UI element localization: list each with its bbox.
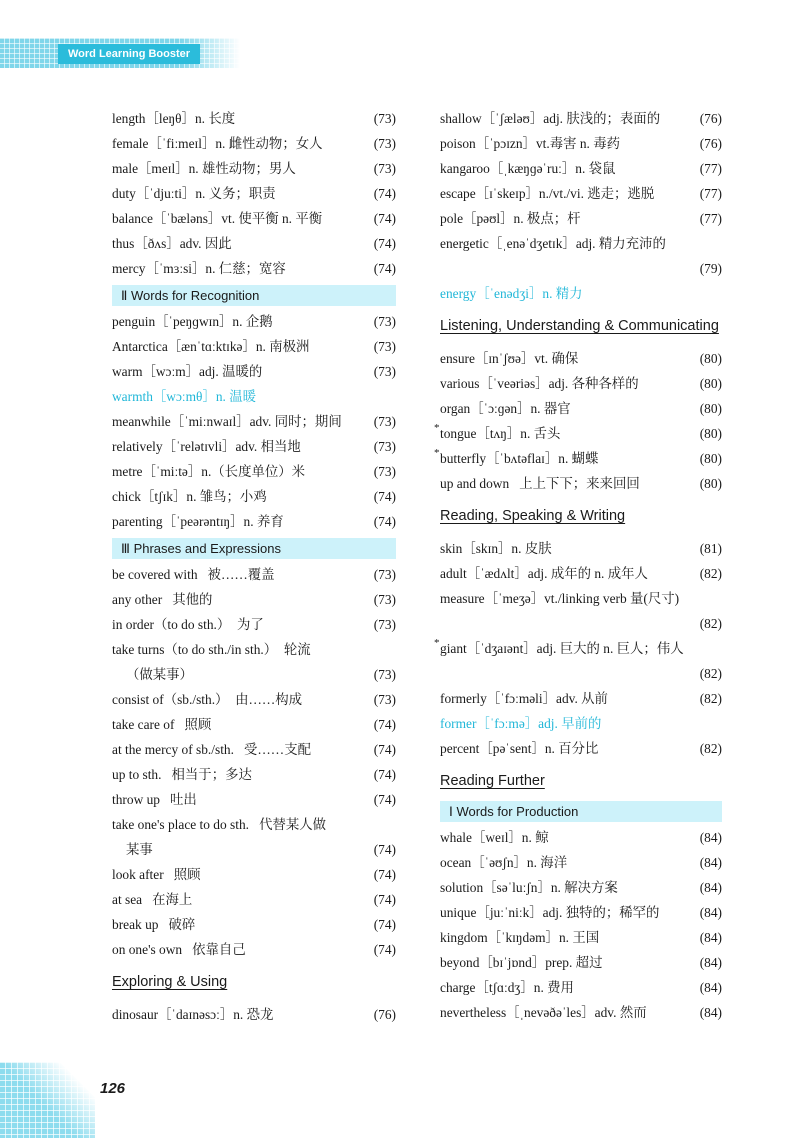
entry-text: relatively［ˈrelətɪvli］adv. 相当地 — [112, 439, 301, 454]
entry-page-ref: (80) — [699, 376, 722, 391]
entry-text: any other 其他的 — [112, 592, 213, 607]
entry-page-ref: (82) — [699, 741, 722, 756]
vocab-entry — [112, 231, 396, 256]
corner-decoration — [0, 1062, 95, 1138]
entry-text: whale［weɪl］n. 鲸 — [440, 830, 549, 845]
entry-text: formerly［ˈfɔːməli］adv. 从前 — [440, 691, 608, 706]
entry-text: poison［ˈpɔɪzn］vt.毒害 n. 毒药 — [440, 136, 621, 151]
vocab-entry — [440, 611, 722, 636]
entry-text: parenting［ˈpeərəntɪŋ］n. 养育 — [112, 514, 284, 529]
page-number: 126 — [100, 1080, 126, 1097]
left-column — [112, 106, 396, 1027]
entry-text: throw up 吐出 — [112, 792, 197, 807]
vocab-entry — [440, 256, 722, 281]
entry-page-ref: (73) — [373, 464, 396, 479]
entry-page-ref: (84) — [699, 930, 722, 945]
vocab-entry — [112, 409, 396, 434]
vocab-entry — [440, 900, 722, 925]
entry-page-ref: (74) — [373, 236, 396, 251]
entry-text: take turns（to do sth./in sth.） 轮流 — [112, 642, 311, 657]
entry-page-ref: (77) — [699, 211, 722, 226]
right-column — [440, 106, 722, 1025]
entry-page-ref: (74) — [373, 917, 396, 932]
entry-text: female［ˈfiːmeɪl］n. 雌性动物；女人 — [112, 136, 323, 151]
entry-page-ref: (74) — [373, 867, 396, 882]
vocab-entry — [112, 762, 396, 787]
entry-page-ref: (73) — [373, 364, 396, 379]
entry-text: at sea 在海上 — [112, 892, 193, 907]
entry-text: pole［pəʊl］n. 极点；杆 — [440, 211, 581, 226]
vocab-entry — [112, 434, 396, 459]
vocab-entry — [112, 937, 396, 962]
vocab-entry — [440, 950, 722, 975]
entry-page-ref: (74) — [373, 211, 396, 226]
entry-text: organ［ˈɔːɡən］n. 器官 — [440, 401, 571, 416]
vocab-entry — [112, 106, 396, 131]
entry-page-ref: (73) — [373, 667, 396, 682]
vocab-entry — [112, 587, 396, 612]
vocab-entry — [440, 131, 722, 156]
vocab-entry — [440, 636, 722, 661]
entry-text: ocean［ˈəʊʃn］n. 海洋 — [440, 855, 568, 870]
entry-text: up and down 上上下下；来来回回 — [440, 476, 640, 491]
vocab-entry — [112, 509, 396, 534]
entry-page-ref: (80) — [699, 401, 722, 416]
entry-page-ref: (74) — [373, 892, 396, 907]
entry-text: escape［ɪˈskeɪp］n./vt./vi. 逃走；逃脱 — [440, 186, 655, 201]
vocab-entry — [112, 484, 396, 509]
vocab-entry — [440, 421, 722, 446]
entry-page-ref: (84) — [699, 855, 722, 870]
entry-page-ref: (73) — [373, 567, 396, 582]
vocab-entry — [440, 975, 722, 1000]
entry-text: * tongue［tʌŋ］n. 舌头 — [440, 421, 692, 446]
vocab-entry — [112, 862, 396, 887]
entry-text: 某事 — [126, 842, 153, 857]
entry-page-ref: (82) — [699, 566, 722, 581]
entry-page-ref: (73) — [373, 161, 396, 176]
entry-page-ref: (74) — [373, 514, 396, 529]
vocab-entry — [440, 206, 722, 231]
entry-text: kangaroo［ˌkæŋɡəˈruː］n. 袋鼠 — [440, 161, 616, 176]
entry-text: adult［ˈædʌlt］adj. 成年的 n. 成年人 — [440, 566, 648, 581]
entry-page-ref: (84) — [699, 980, 722, 995]
entry-page-ref: (76) — [699, 136, 722, 151]
entry-text: warmth［wɔːmθ］n. 温暖 — [112, 389, 257, 404]
entry-text: unique［juːˈniːk］adj. 独特的；稀罕的 — [440, 905, 660, 920]
entry-page-ref: (73) — [373, 439, 396, 454]
entry-page-ref: (74) — [373, 842, 396, 857]
vocab-entry — [112, 181, 396, 206]
entry-text: take one's place to do sth. 代替某人做 — [112, 817, 327, 832]
vocab-entry — [440, 446, 722, 471]
vocab-entry — [440, 1000, 722, 1025]
vocab-entry — [112, 687, 396, 712]
vocab-entry — [440, 156, 722, 181]
vocab-entry — [112, 334, 396, 359]
entry-text: on one's own 依靠自己 — [112, 942, 246, 957]
entry-text: percent［pəˈsent］n. 百分比 — [440, 741, 599, 756]
entry-text: nevertheless［ˌnevəðəˈles］adv. 然而 — [440, 1005, 647, 1020]
entry-page-ref: (74) — [373, 742, 396, 757]
entry-text: Antarctica［ænˈtɑːktɪkə］n. 南极洲 — [112, 339, 310, 354]
vocab-entry — [112, 612, 396, 637]
entry-page-ref: (80) — [699, 351, 722, 366]
entry-text: male［meɪl］n. 雄性动物；男人 — [112, 161, 296, 176]
entry-page-ref: (84) — [699, 880, 722, 895]
entry-text: dinosaur［ˈdaɪnəsɔː］n. 恐龙 — [112, 1007, 274, 1022]
vocab-entry — [112, 912, 396, 937]
entry-text: length［leŋθ］n. 长度 — [112, 111, 236, 126]
entry-page-ref: (77) — [699, 161, 722, 176]
vocab-entry — [440, 471, 722, 496]
vocab-entry — [440, 711, 722, 736]
entry-page-ref: (73) — [373, 136, 396, 151]
entry-page-ref: (73) — [373, 339, 396, 354]
entry-page-ref: (84) — [699, 955, 722, 970]
entry-page-ref: (74) — [373, 767, 396, 782]
subsection-heading: Ⅲ Phrases and Expressions — [112, 538, 396, 559]
vocab-entry — [440, 396, 722, 421]
vocab-entry — [112, 256, 396, 281]
vocab-entry — [112, 459, 396, 484]
entry-page-ref: (84) — [699, 830, 722, 845]
vocab-entry — [440, 736, 722, 761]
entry-page-ref: (81) — [699, 541, 722, 556]
entry-text: duty［ˈdjuːti］n. 义务；职责 — [112, 186, 276, 201]
entry-text: up to sth. 相当于；多达 — [112, 767, 252, 782]
entry-text: in order（to do sth.） 为了 — [112, 617, 264, 632]
vocab-entry — [112, 787, 396, 812]
vocab-entry — [440, 686, 722, 711]
entry-page-ref: (80) — [699, 476, 722, 491]
vocab-entry — [112, 206, 396, 231]
entry-text: former［ˈfɔːmə］adj. 早前的 — [440, 716, 602, 731]
entry-text: charge［tʃɑːdʒ］n. 费用 — [440, 980, 574, 995]
entry-text: mercy［ˈmɜːsi］n. 仁慈；宽容 — [112, 261, 286, 276]
section-heading: Reading, Speaking & Writing — [440, 508, 626, 524]
vocab-entry — [440, 825, 722, 850]
entry-page-ref: (74) — [373, 261, 396, 276]
entry-text: energy［ˈenədʒi］n. 精力 — [440, 286, 583, 301]
entry-page-ref: (73) — [373, 592, 396, 607]
entry-text: penguin［ˈpeŋɡwɪn］n. 企鹅 — [112, 314, 273, 329]
entry-page-ref: (74) — [373, 186, 396, 201]
entry-text: * butterfly［ˈbʌtəflaɪ］n. 蝴蝶 — [440, 446, 692, 471]
entry-page-ref: (76) — [699, 111, 722, 126]
entry-page-ref: (73) — [373, 692, 396, 707]
entry-text: ensure［ɪnˈʃʊə］vt. 确保 — [440, 351, 579, 366]
entry-page-ref: (73) — [373, 414, 396, 429]
vocab-entry — [440, 586, 722, 611]
entry-page-ref: (74) — [373, 792, 396, 807]
entry-page-ref: (74) — [373, 942, 396, 957]
entry-text: * giant［ˈdʒaɪənt］adj. 巨大的 n. 巨人；伟人 — [440, 636, 692, 661]
entry-text: measure［ˈmeʒə］vt./linking verb 量(尺寸) — [440, 591, 680, 606]
vocab-entry — [112, 637, 396, 662]
vocab-entry — [440, 875, 722, 900]
entry-page-ref: (73) — [373, 111, 396, 126]
entry-text: metre［ˈmiːtə］n.（长度单位）米 — [112, 464, 306, 479]
entry-page-ref: (84) — [699, 905, 722, 920]
vocab-entry — [440, 181, 722, 206]
entry-text: beyond［bɪˈjɒnd］prep. 超过 — [440, 955, 603, 970]
vocab-entry — [440, 925, 722, 950]
vocab-entry — [112, 837, 396, 862]
entry-text: energetic［ˌenəˈdʒetɪk］adj. 精力充沛的 — [440, 236, 666, 251]
section-heading: Exploring & Using — [112, 974, 228, 990]
vocab-entry — [112, 562, 396, 587]
entry-text: various［ˈveəriəs］adj. 各种各样的 — [440, 376, 639, 391]
section-heading: Reading Further — [440, 773, 545, 789]
entry-text: take care of 照顾 — [112, 717, 212, 732]
vocab-entry — [112, 384, 396, 409]
vocab-entry — [112, 662, 396, 687]
vocab-entry — [112, 1002, 396, 1027]
vocab-entry — [112, 309, 396, 334]
entry-text: look after 照顾 — [112, 867, 201, 882]
vocab-entry — [112, 712, 396, 737]
entry-text: shallow［ˈʃæləʊ］adj. 肤浅的；表面的 — [440, 111, 661, 126]
vocab-entry — [112, 359, 396, 384]
entry-text: （做某事） — [126, 667, 193, 682]
vocab-entry — [440, 281, 722, 306]
vocab-entry — [440, 106, 722, 131]
header-banner: Word Learning Booster — [58, 44, 200, 64]
entry-page-ref: (82) — [699, 666, 722, 681]
vocab-entry — [112, 812, 396, 837]
entry-page-ref: (80) — [699, 426, 722, 441]
entry-page-ref: (79) — [699, 261, 722, 276]
vocab-entry — [440, 661, 722, 686]
entry-text: at the mercy of sb./sth. 受……支配 — [112, 742, 311, 757]
entry-page-ref: (76) — [373, 1007, 396, 1022]
entry-page-ref: (77) — [699, 186, 722, 201]
vocab-entry — [440, 850, 722, 875]
entry-page-ref: (84) — [699, 1005, 722, 1020]
entry-page-ref: (82) — [699, 691, 722, 706]
vocab-entry — [112, 887, 396, 912]
entry-page-ref: (80) — [699, 451, 722, 466]
vocab-entry — [440, 371, 722, 396]
entry-page-ref: (73) — [373, 617, 396, 632]
vocab-entry — [440, 536, 722, 561]
vocab-entry — [112, 131, 396, 156]
entry-page-ref: (74) — [373, 717, 396, 732]
entry-page-ref: (74) — [373, 489, 396, 504]
entry-text: solution［səˈluːʃn］n. 解决方案 — [440, 880, 618, 895]
subsection-heading: Ⅱ Words for Recognition — [112, 285, 396, 306]
entry-text: thus［ðʌs］adv. 因此 — [112, 236, 232, 251]
vocab-entry — [112, 737, 396, 762]
subsection-heading: Ⅰ Words for Production — [440, 801, 722, 822]
entry-text: break up 破碎 — [112, 917, 196, 932]
entry-text: meanwhile［ˈmiːnwaɪl］adv. 同时；期间 — [112, 414, 342, 429]
vocab-entry — [440, 346, 722, 371]
section-heading: Listening, Understanding & Communicating — [440, 318, 719, 334]
entry-text: kingdom［ˈkɪŋdəm］n. 王国 — [440, 930, 600, 945]
entry-text: be covered with 被……覆盖 — [112, 567, 275, 582]
entry-text: warm［wɔːm］adj. 温暖的 — [112, 364, 263, 379]
entry-page-ref: (73) — [373, 314, 396, 329]
entry-text: skin［skɪn］n. 皮肤 — [440, 541, 552, 556]
entry-text: balance［ˈbæləns］vt. 使平衡 n. 平衡 — [112, 211, 323, 226]
vocab-entry — [112, 156, 396, 181]
entry-text: consist of（sb./sth.） 由……构成 — [112, 692, 303, 707]
vocab-entry — [440, 561, 722, 586]
entry-page-ref: (82) — [699, 616, 722, 631]
vocab-entry — [440, 231, 722, 256]
entry-text: chick［tʃɪk］n. 雏鸟；小鸡 — [112, 489, 267, 504]
